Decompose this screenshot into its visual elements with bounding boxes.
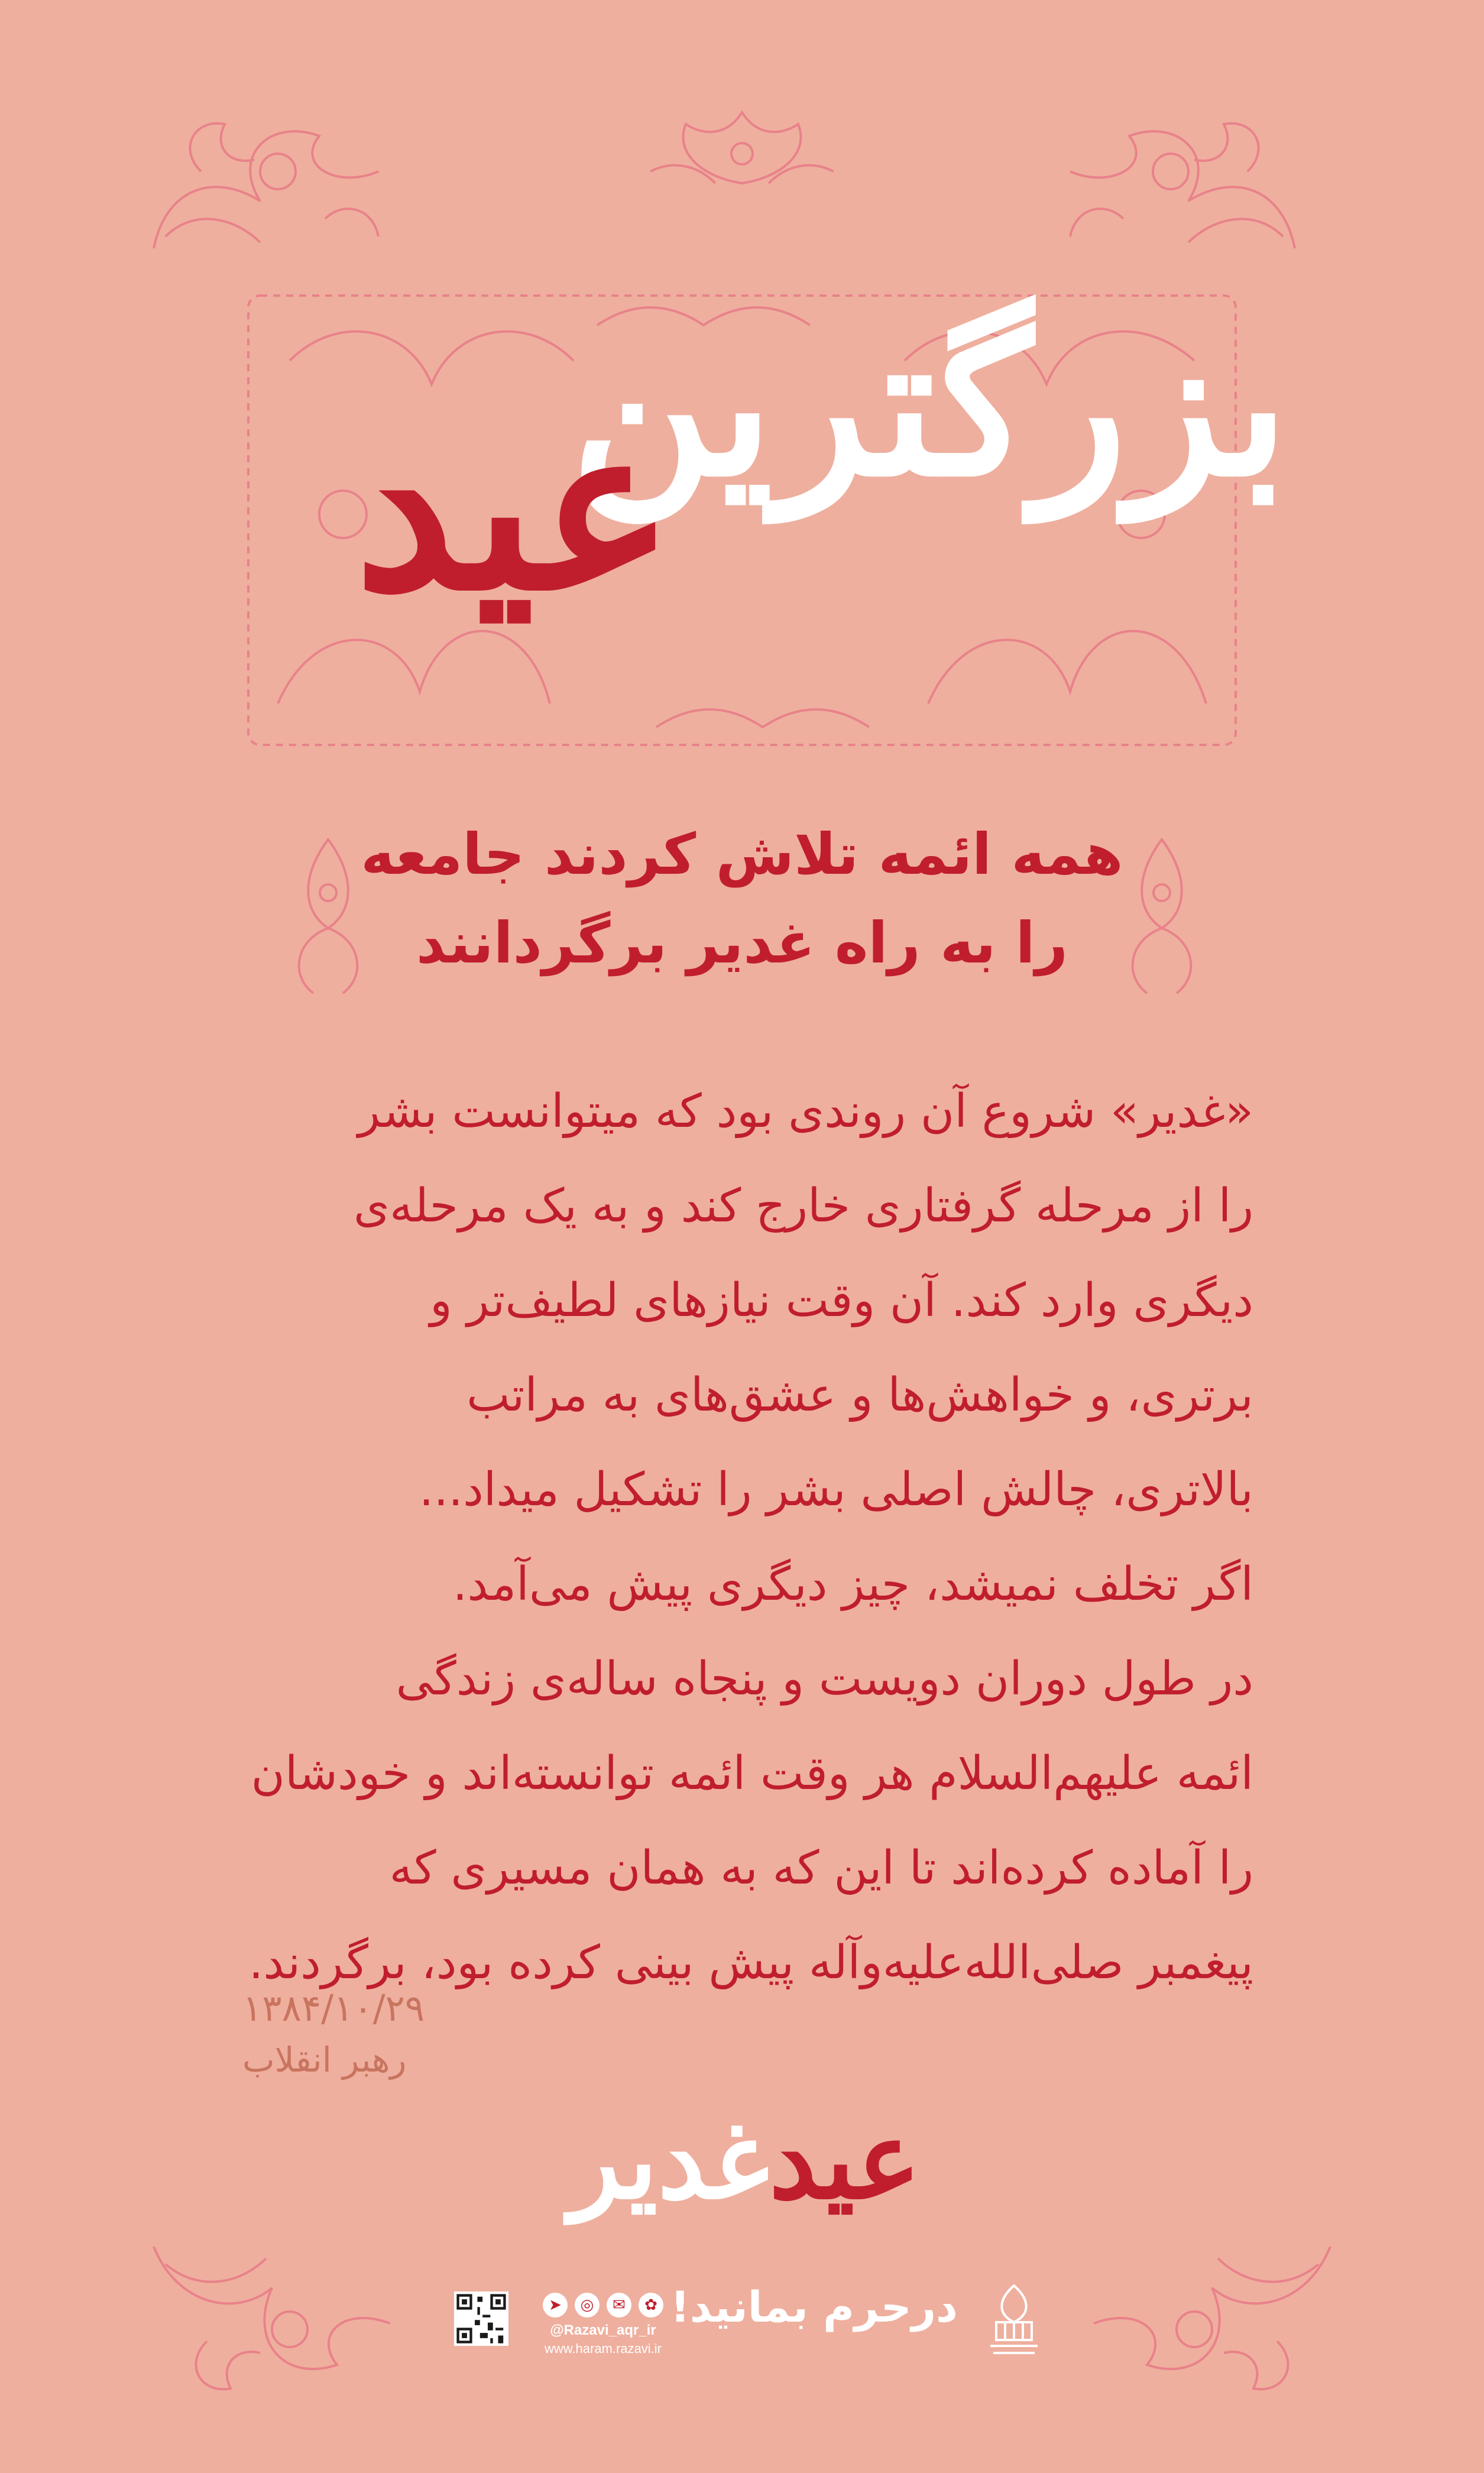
astan-razavi-logo-icon — [981, 2281, 1046, 2358]
logo-word-red: عید — [769, 2098, 921, 2223]
telegram-icon[interactable]: ➤ — [543, 2293, 568, 2318]
aparat-icon[interactable]: ✿ — [639, 2293, 663, 2318]
eid-ghadir-logo — [520, 2093, 970, 2229]
quote-line: را از مرحله گرفتاری خارج کند و به یک مرحله‌ی — [353, 1179, 1253, 1233]
hero-title-white: بزرگترین — [570, 290, 1289, 520]
quote-body — [236, 1064, 1253, 2010]
stay-in-haram-slogan: درحرم بمانید! — [670, 2282, 958, 2332]
quote-line: پیغمبر صلی‌الله‌علیه‌وآله پیش بینی کرده بود، برگردند. — [248, 1936, 1253, 1989]
corner-ornament-top-left — [142, 101, 390, 260]
social-icons — [538, 2293, 668, 2319]
quote-date: ۱۳۸۴/۱۰/۲۹ — [242, 1986, 425, 2030]
headline-line-1: همه ائمه تلاش کردند جامعه — [361, 821, 1123, 887]
logo-word-white: غدیر — [569, 2098, 769, 2223]
corner-ornament-bottom-left — [142, 2223, 402, 2400]
instagram-icon[interactable]: ◎ — [575, 2293, 600, 2318]
social-handle: @Razavi_aqr_ir — [550, 2322, 656, 2338]
quote-line: در طول دوران دویست و پنجاه ساله‌ی زندگی — [396, 1652, 1253, 1706]
quote-line: ائمه علیهم‌السلام هر وقت ائمه توانسته‌اند و خودشان — [251, 1747, 1253, 1800]
quote-line: برتری، و خواهش‌ها و عشق‌های به مراتب — [466, 1369, 1253, 1422]
quote-line: را آماده کرده‌اند تا این که به همان مسیری که — [389, 1842, 1253, 1895]
hero-title-red: عید — [354, 376, 675, 640]
quote-author: رهبر انقلاب — [242, 2040, 407, 2080]
corner-ornament-top-right — [1058, 101, 1307, 260]
quote-line: «غدیر» شروع آن روندی بود که میتوانست بشر — [358, 1085, 1253, 1138]
center-ornament-top — [639, 101, 845, 195]
quote-line: دیگری وارد کند. آن وقت نیازهای لطیف‌تر و — [430, 1274, 1253, 1327]
qr-code[interactable] — [454, 2292, 508, 2346]
headline — [331, 810, 1153, 987]
quote-line: اگر تخلف نمیشد، چیز دیگری پیش می‌آمد. — [452, 1558, 1253, 1611]
website-link[interactable]: www.haram.razavi.ir — [544, 2341, 662, 2356]
messenger-icon[interactable]: ✉ — [607, 2293, 631, 2318]
corner-ornament-bottom-right — [1082, 2223, 1342, 2400]
headline-line-2: را به راه غدیر برگردانند — [416, 910, 1068, 976]
hero-calligraphy — [195, 248, 1289, 816]
quote-line: بالاتری، چالش اصلی بشر را تشکیل میداد... — [419, 1463, 1253, 1516]
